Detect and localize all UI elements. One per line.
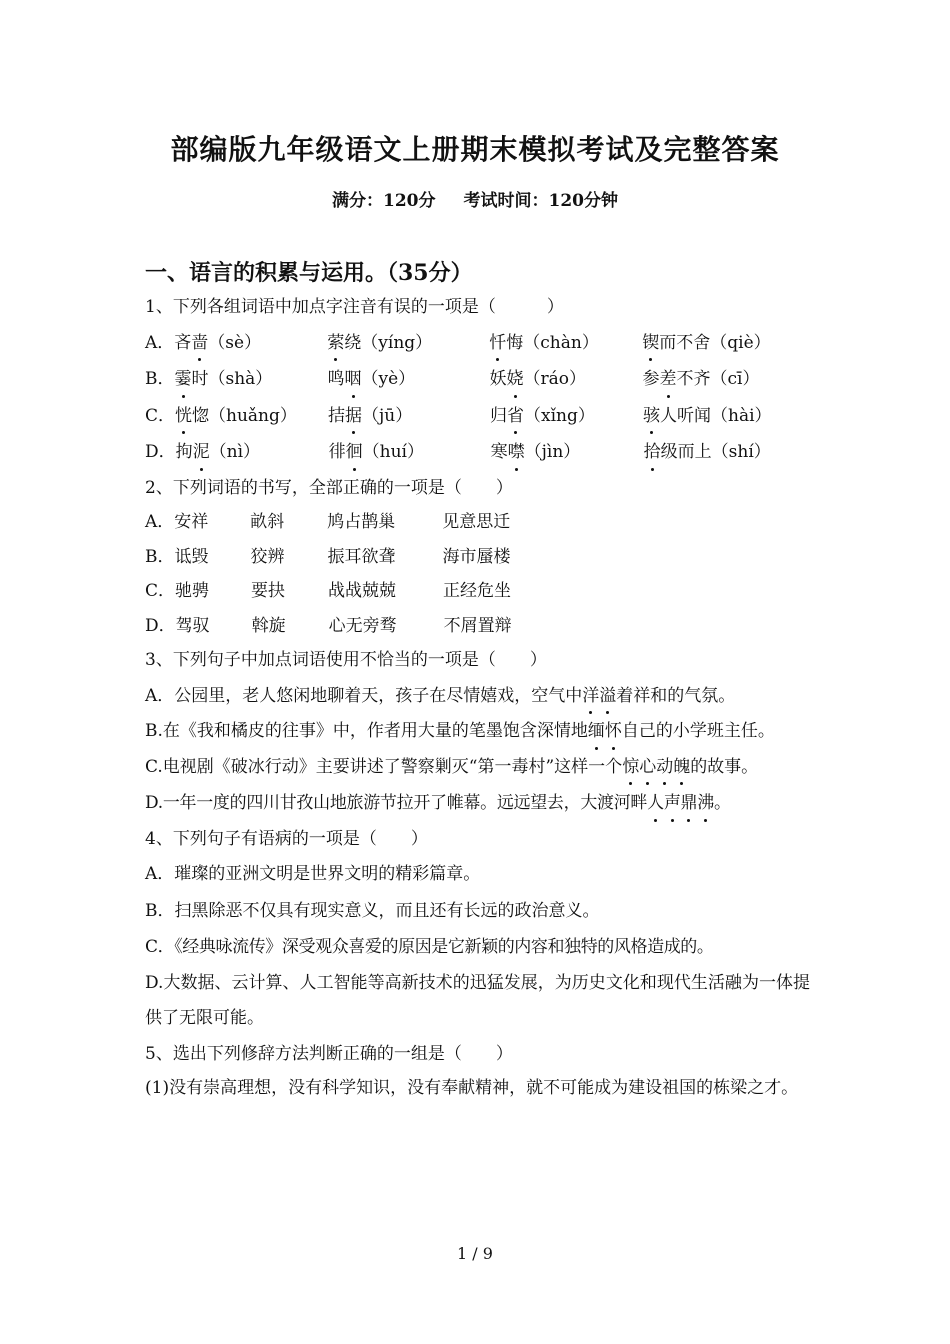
option-item xyxy=(490,398,643,435)
dotted-char: 人 xyxy=(647,785,664,822)
option-text-part: B.在《我和橘皮的往事》中，作者用大量的笔墨饱含深情地 xyxy=(145,721,588,741)
question-stem: 2、下列词语的书写，全部正确的一项是（ ） xyxy=(145,477,513,498)
dotted-char: 忏 xyxy=(489,325,506,362)
option-row xyxy=(145,505,810,540)
dotted-word xyxy=(622,757,690,777)
option-row xyxy=(145,540,810,575)
option-item-text: （shà） xyxy=(208,369,273,389)
option-label: C． xyxy=(145,405,176,426)
dotted-char: 噤 xyxy=(508,434,525,471)
option-item-text: 归 xyxy=(490,405,508,426)
option-item xyxy=(329,434,491,471)
full-score: 满分：120分 xyxy=(332,191,436,211)
exam-time: 考试时间：120分钟 xyxy=(463,191,618,211)
dotted-char: 声 xyxy=(664,785,681,822)
dotted-char: 徊 xyxy=(346,434,363,471)
option-word: 海市蜃楼 xyxy=(442,546,511,567)
option-label: D． xyxy=(145,615,176,636)
option-label: C． xyxy=(145,581,176,601)
option-item xyxy=(644,434,771,471)
option-label: A． xyxy=(145,512,175,532)
dotted-word xyxy=(588,721,622,741)
option-item-text: （yíng） xyxy=(361,332,433,353)
dotted-char: 溢 xyxy=(599,678,616,715)
option-row xyxy=(145,398,810,435)
option-item-text: 人听闻 xyxy=(660,405,712,426)
option-item-text: 级而上 xyxy=(660,442,712,462)
dotted-char: 惊 xyxy=(622,750,639,786)
option-item-text: 徘 xyxy=(328,442,346,462)
option-item xyxy=(643,361,760,398)
option-item-text: 不齐 xyxy=(676,369,711,389)
dotted-char: 缅 xyxy=(588,714,605,750)
option-item xyxy=(174,325,327,362)
option-item xyxy=(175,361,328,398)
dotted-char: 骇 xyxy=(643,398,660,435)
option-item xyxy=(176,434,329,471)
option-word: 畝斜 xyxy=(250,512,285,532)
dotted-char: 沸 xyxy=(697,785,714,822)
option-item-text: 鸣 xyxy=(327,369,345,389)
option-item-text: （sè） xyxy=(208,332,262,353)
dotted-char: 心 xyxy=(639,750,656,786)
option-text: C．《经典咏流传》深受观众喜爱的原因是它新颖的内容和独特的风格造成的。 xyxy=(145,937,714,957)
question-stem: 1、下列各组词语中加点字注音有误的一项是（ ） xyxy=(145,297,564,317)
option-text-part: 。 xyxy=(713,793,731,813)
option-text-part: A．公园里，老人悠闲地聊着天，孩子在尽情嬉戏，空气中 xyxy=(145,685,583,706)
option-text xyxy=(145,714,810,750)
exam-info xyxy=(0,186,950,211)
option-item-text: 绕 xyxy=(344,332,362,353)
option-item xyxy=(327,325,489,362)
option-item-text: （huí） xyxy=(362,442,424,462)
dotted-char: 魄 xyxy=(673,750,690,786)
option-item-text: （shí） xyxy=(711,442,771,462)
page-number: 1 / 9 xyxy=(457,1244,493,1263)
dotted-char: 萦 xyxy=(327,325,344,362)
option-item-text: （nì） xyxy=(209,442,261,462)
option-item-text: （cī） xyxy=(710,369,760,389)
dotted-char: 鼎 xyxy=(681,785,698,822)
option-word: 心无旁骛 xyxy=(328,615,397,636)
option-item-text: 吝 xyxy=(174,332,192,353)
question-content xyxy=(145,290,810,1107)
option-item-text: 悔 xyxy=(506,332,524,353)
option-word: 振耳欲聋 xyxy=(327,546,396,567)
option-row xyxy=(145,574,810,609)
option-item xyxy=(489,325,642,362)
option-word: 斡旋 xyxy=(251,615,286,636)
section-heading: 一、语言的积累与运用。（35分） xyxy=(145,260,473,286)
option-word: 狡辨 xyxy=(250,546,285,567)
option-text-part: D.一年一度的四川甘孜山地旅游节拉开了帷幕。远远望去，大渡河畔 xyxy=(145,793,648,813)
option-text-part: 的故事。 xyxy=(690,756,759,777)
option-word: 战战兢兢 xyxy=(328,581,397,601)
option-label: D． xyxy=(145,442,176,462)
dotted-word xyxy=(647,793,714,813)
option-row xyxy=(145,434,810,471)
option-text: D.大数据、云计算、人工智能等高新技术的迅猛发展，为历史文化和现代生活融为一体提供了无限可能。 xyxy=(145,972,810,1028)
dotted-char: 差 xyxy=(660,361,677,398)
option-text xyxy=(145,678,810,715)
question-stem: 5、选出下列修辞方法判断正确的一组是（ ） xyxy=(145,1043,513,1064)
option-word: 诋毁 xyxy=(174,546,209,567)
dotted-char: 洋 xyxy=(582,678,599,715)
dotted-char: 拾 xyxy=(644,434,661,471)
option-text: B．扫黑除恶不仅具有现实意义，而且还有长远的政治意义。 xyxy=(145,900,600,921)
question-stem: 4、下列句子有语病的一项是（ ） xyxy=(145,828,428,849)
option-item xyxy=(491,434,644,471)
dotted-char: 啬 xyxy=(191,325,208,362)
dotted-char: 娆 xyxy=(507,361,524,398)
option-item-text: （yè） xyxy=(361,369,416,389)
dotted-char: 霎 xyxy=(175,361,192,398)
option-text xyxy=(145,785,810,822)
option-item-text: 惚 xyxy=(192,405,210,426)
option-word: 要抉 xyxy=(251,581,286,601)
dotted-word xyxy=(582,686,616,706)
option-item xyxy=(328,361,490,398)
dotted-char: 泥 xyxy=(193,434,210,471)
option-row xyxy=(145,609,810,644)
option-item xyxy=(175,398,328,435)
option-item-text: （hài） xyxy=(711,405,772,426)
option-word: 安祥 xyxy=(174,512,209,532)
option-item-text: （jìn） xyxy=(524,442,581,462)
option-item-text: （qiè） xyxy=(710,332,771,353)
option-item-text: （ráo） xyxy=(523,369,586,389)
option-item xyxy=(490,361,643,398)
option-item-text: 拮 xyxy=(328,405,346,426)
option-item xyxy=(642,325,770,362)
option-label: B． xyxy=(145,546,175,567)
dotted-char: 省 xyxy=(507,398,524,435)
option-label: B． xyxy=(145,369,175,389)
option-word: 鸠占鹊巢 xyxy=(327,512,396,532)
option-text-part: 着祥和的气氛。 xyxy=(616,685,736,706)
option-word: 不屑置辩 xyxy=(443,615,512,636)
option-item-text: 拘 xyxy=(175,442,193,462)
dotted-char: 咽 xyxy=(345,361,362,398)
option-item-text: 妖 xyxy=(489,369,507,389)
option-label: A． xyxy=(145,332,175,353)
option-word: 正经危坐 xyxy=(443,581,512,601)
option-item-text: 而不舍 xyxy=(659,332,711,353)
option-item-text: 参 xyxy=(642,369,660,389)
option-text-part: C.电视剧《破冰行动》主要讲述了警察剿灭“第一毒村”这样一个 xyxy=(145,756,623,777)
dotted-char: 锲 xyxy=(642,325,659,362)
option-item-text: （xǐng） xyxy=(524,405,595,426)
dotted-char: 怀 xyxy=(605,714,622,750)
option-row xyxy=(145,361,810,398)
option-text: A．璀璨的亚洲文明是世界文明的精彩篇章。 xyxy=(145,864,481,884)
option-word: 驾驭 xyxy=(175,615,210,636)
option-word: 见意思迁 xyxy=(442,512,511,532)
option-item-text: 寒 xyxy=(490,442,508,462)
option-text xyxy=(145,750,810,786)
option-item-text: （jū） xyxy=(362,405,413,426)
dotted-char: 据 xyxy=(345,398,362,435)
option-row xyxy=(145,325,810,362)
dotted-char: 恍 xyxy=(175,398,192,435)
option-item xyxy=(643,398,772,435)
option-item xyxy=(328,398,490,435)
question-stem: 3、下列句子中加点词语使用不恰当的一项是（ ） xyxy=(145,650,547,670)
dotted-char: 动 xyxy=(656,750,673,786)
option-word: 驰骋 xyxy=(175,581,210,601)
option-text: (1)没有崇高理想，没有科学知识，没有奉献精神，就不可能成为建设祖国的栋梁之才。 xyxy=(145,1078,799,1098)
option-item-text: （huǎng） xyxy=(209,405,297,426)
page-title: 部编版九年级语文上册期末模拟考试及完整答案 xyxy=(170,133,780,166)
option-text-part: 自己的小学班主任。 xyxy=(621,721,775,741)
option-item-text: （chàn） xyxy=(523,332,599,353)
option-item-text: 时 xyxy=(191,369,209,389)
